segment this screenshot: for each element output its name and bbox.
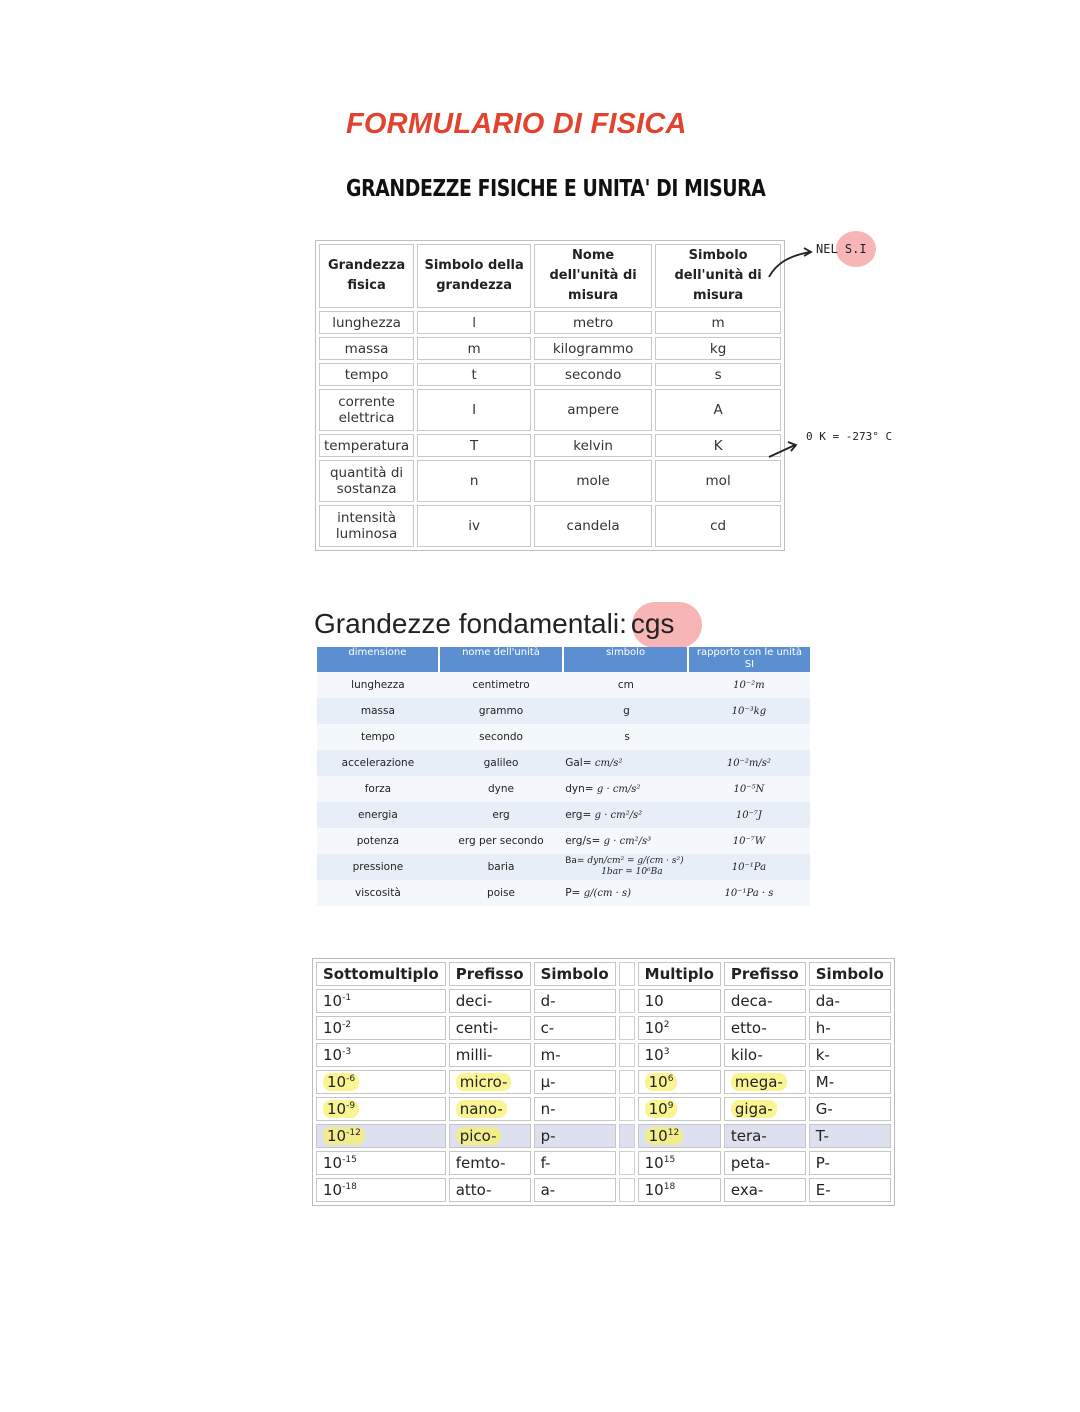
table-cell: I <box>417 389 531 431</box>
table-row <box>317 776 810 802</box>
symbol-formula: g · cm²/s² <box>594 809 643 821</box>
table-cell: erg per secondo <box>439 828 563 854</box>
table-cell: exa- <box>724 1178 806 1202</box>
symbol-label: Gal= <box>565 756 592 769</box>
table-cell: deca- <box>724 989 806 1013</box>
gap-cell <box>619 1124 635 1148</box>
si-units-table <box>315 240 785 551</box>
table-cell: cd <box>655 505 781 547</box>
table-cell: $10^3$ <box>638 1043 721 1067</box>
table-cell <box>563 802 688 828</box>
header-cell: Nome dell'unità di misura <box>534 244 652 308</box>
table-cell: secondo <box>534 363 652 386</box>
table-cell: T- <box>809 1124 891 1148</box>
cgs-table <box>317 647 810 906</box>
table-cell: atto- <box>449 1178 531 1202</box>
table-cell: forza <box>317 776 439 802</box>
gap-cell <box>619 1070 635 1094</box>
symbol-formula: cm <box>617 678 634 691</box>
header-cell: Simbolo dell'unità di misura <box>655 244 781 308</box>
table-cell: erg <box>439 802 563 828</box>
table-row <box>316 1097 891 1121</box>
table-row <box>316 1151 891 1175</box>
arrow-icon <box>766 246 814 280</box>
table-cell: P- <box>809 1151 891 1175</box>
table-cell: 10⁻⁷W <box>688 828 810 854</box>
table-row <box>316 1178 891 1202</box>
section-title: GRANDEZZE FISICHE E UNITA' DI MISURA <box>346 176 766 202</box>
header-cell: Simbolo <box>809 962 891 986</box>
symbol-formula: g · cm/s² <box>596 783 641 795</box>
table-cell: m <box>655 311 781 334</box>
symbol-label: erg/s= <box>565 834 601 847</box>
table-cell: iv <box>417 505 531 547</box>
table-cell: $10^{-15}$ <box>316 1151 446 1175</box>
table-cell: tempo <box>317 724 439 750</box>
table-cell: $10^{-9}$ <box>316 1097 446 1121</box>
header-cell: Grandezza fisica <box>319 244 414 308</box>
table-row <box>317 854 810 880</box>
table-cell: giga- <box>724 1097 806 1121</box>
table-cell: kg <box>655 337 781 360</box>
table-cell: $10^6$ <box>638 1070 721 1094</box>
symbol-label: P= <box>565 886 581 899</box>
table-cell: n <box>417 460 531 502</box>
table-cell: mega- <box>724 1070 806 1094</box>
table-cell: k- <box>809 1043 891 1067</box>
table-cell: kelvin <box>534 434 652 457</box>
table-cell: energia <box>317 802 439 828</box>
symbol-formula: g <box>623 704 630 717</box>
table-cell: secondo <box>439 724 563 750</box>
table-cell: M- <box>809 1070 891 1094</box>
table-cell: G- <box>809 1097 891 1121</box>
table-cell: 10⁻⁵N <box>688 776 810 802</box>
symbol-formula: dyn/cm² = g/(cm · s²) <box>587 856 684 866</box>
prefixes-table <box>312 958 895 1206</box>
table-cell: f- <box>534 1151 616 1175</box>
table-cell <box>563 880 688 906</box>
table-cell: deci- <box>449 989 531 1013</box>
gap-cell <box>619 1097 635 1121</box>
symbol-formula: g · cm²/s³ <box>603 835 652 847</box>
table-cell <box>688 724 810 750</box>
table-cell <box>563 750 688 776</box>
page-title: FORMULARIO DI FISICA <box>346 108 687 140</box>
table-cell: $10^{-2}$ <box>316 1016 446 1040</box>
table-cell: poise <box>439 880 563 906</box>
header-cell: Multiplo <box>638 962 721 986</box>
symbol-label: Ba= <box>565 856 585 866</box>
table-cell: E- <box>809 1178 891 1202</box>
table-row <box>316 1124 891 1148</box>
table-cell: $10^9$ <box>638 1097 721 1121</box>
symbol-label: dyn= <box>565 782 594 795</box>
table-cell: h- <box>809 1016 891 1040</box>
table-cell: K <box>655 434 781 457</box>
header-cell: rapporto con le unità SI <box>688 647 810 672</box>
table-cell: intensità luminosa <box>319 505 414 547</box>
table-cell: massa <box>317 698 439 724</box>
table-row <box>316 1070 891 1094</box>
gap-cell <box>619 1178 635 1202</box>
table-cell: dyne <box>439 776 563 802</box>
symbol-formula: g/(cm · s) <box>583 887 632 899</box>
header-cell: Sottomultiplo <box>316 962 446 986</box>
table-cell: kilogrammo <box>534 337 652 360</box>
table-row <box>319 505 781 547</box>
table-cell: temperatura <box>319 434 414 457</box>
table-header-row <box>319 244 781 308</box>
table-cell: da- <box>809 989 891 1013</box>
table-row <box>319 434 781 457</box>
table-cell: grammo <box>439 698 563 724</box>
table-cell: $10^{-1}$ <box>316 989 446 1013</box>
table-cell: $10^{15}$ <box>638 1151 721 1175</box>
table-row <box>316 1016 891 1040</box>
table-cell: l <box>417 311 531 334</box>
table-cell: pressione <box>317 854 439 880</box>
gap-cell <box>619 989 635 1013</box>
table-cell: mol <box>655 460 781 502</box>
table-cell: t <box>417 363 531 386</box>
table-cell: m <box>417 337 531 360</box>
table-cell: metro <box>534 311 652 334</box>
table-cell: galileo <box>439 750 563 776</box>
table-cell: tera- <box>724 1124 806 1148</box>
table-cell: accelerazione <box>317 750 439 776</box>
table-cell: femto- <box>449 1151 531 1175</box>
table-cell: peta- <box>724 1151 806 1175</box>
table-row <box>319 311 781 334</box>
table-cell <box>563 698 688 724</box>
table-cell: 10 <box>638 989 721 1013</box>
table-cell: $10^2$ <box>638 1016 721 1040</box>
table-cell: baria <box>439 854 563 880</box>
table-header-row <box>316 962 891 986</box>
table-cell <box>563 672 688 698</box>
table-row <box>317 672 810 698</box>
header-cell: Simbolo <box>534 962 616 986</box>
table-cell: lunghezza <box>317 672 439 698</box>
table-row <box>316 1043 891 1067</box>
header-cell: Simbolo della grandezza <box>417 244 531 308</box>
table-row <box>319 337 781 360</box>
table-cell: 10⁻²m <box>688 672 810 698</box>
table-cell: 10⁻⁷J <box>688 802 810 828</box>
table-cell <box>563 854 688 880</box>
table-cell: μ- <box>534 1070 616 1094</box>
table-cell: 10⁻²m/s² <box>688 750 810 776</box>
table-row <box>317 802 810 828</box>
table-cell: corrente elettrica <box>319 389 414 431</box>
header-cell: Prefisso <box>724 962 806 986</box>
table-cell: potenza <box>317 828 439 854</box>
table-cell: d- <box>534 989 616 1013</box>
table-row <box>319 460 781 502</box>
cgs-title <box>314 608 674 640</box>
symbol-extra: 1bar = 10⁶Ba <box>601 867 663 877</box>
header-cell: simbolo <box>563 647 688 672</box>
table-cell: A <box>655 389 781 431</box>
arrow-icon <box>767 438 799 460</box>
gap-cell <box>619 1151 635 1175</box>
table-cell: T <box>417 434 531 457</box>
table-cell: $10^{-12}$ <box>316 1124 446 1148</box>
table-cell: a- <box>534 1178 616 1202</box>
header-cell: Prefisso <box>449 962 531 986</box>
table-cell: $10^{12}$ <box>638 1124 721 1148</box>
table-cell: etto- <box>724 1016 806 1040</box>
table-row <box>316 989 891 1013</box>
symbol-label: erg= <box>565 808 592 821</box>
table-cell: p- <box>534 1124 616 1148</box>
table-row <box>317 724 810 750</box>
table-cell: nano- <box>449 1097 531 1121</box>
header-cell: nome dell'unità <box>439 647 563 672</box>
table-cell: centimetro <box>439 672 563 698</box>
table-cell: $10^{-6}$ <box>316 1070 446 1094</box>
table-cell: milli- <box>449 1043 531 1067</box>
table-cell: quantità di sostanza <box>319 460 414 502</box>
symbol-formula: cm/s² <box>594 757 623 769</box>
table-cell: massa <box>319 337 414 360</box>
table-row <box>319 363 781 386</box>
annotation-nel-si: NEL S.I <box>816 242 867 256</box>
table-cell: kilo- <box>724 1043 806 1067</box>
header-cell: dimensione <box>317 647 439 672</box>
table-cell: viscosità <box>317 880 439 906</box>
table-row <box>317 828 810 854</box>
table-cell: ampere <box>534 389 652 431</box>
table-cell: micro- <box>449 1070 531 1094</box>
annotation-zero-kelvin: 0 K = -273° C <box>806 430 893 443</box>
table-cell: m- <box>534 1043 616 1067</box>
table-cell: n- <box>534 1097 616 1121</box>
table-cell: pico- <box>449 1124 531 1148</box>
symbol-formula: s <box>624 730 630 743</box>
table-cell: c- <box>534 1016 616 1040</box>
table-cell: $10^{-18}$ <box>316 1178 446 1202</box>
table-cell: s <box>655 363 781 386</box>
table-cell: $10^{-3}$ <box>316 1043 446 1067</box>
cgs-title-highlight: cgs <box>630 608 675 639</box>
table-row <box>319 389 781 431</box>
table-cell <box>563 828 688 854</box>
table-row <box>317 698 810 724</box>
table-cell: 10⁻¹Pa · s <box>688 880 810 906</box>
gap-cell <box>619 962 635 986</box>
table-cell: centi- <box>449 1016 531 1040</box>
table-cell <box>563 776 688 802</box>
gap-cell <box>619 1043 635 1067</box>
table-cell <box>563 724 688 750</box>
table-cell: lunghezza <box>319 311 414 334</box>
table-cell: tempo <box>319 363 414 386</box>
table-row <box>317 750 810 776</box>
table-header-row <box>317 647 810 672</box>
table-cell: candela <box>534 505 652 547</box>
table-cell: 10⁻¹Pa <box>688 854 810 880</box>
table-cell: $10^{18}$ <box>638 1178 721 1202</box>
table-cell: mole <box>534 460 652 502</box>
cgs-title-text: Grandezze fondamentali: <box>314 608 627 639</box>
table-cell: 10⁻³kg <box>688 698 810 724</box>
table-row <box>317 880 810 906</box>
gap-cell <box>619 1016 635 1040</box>
